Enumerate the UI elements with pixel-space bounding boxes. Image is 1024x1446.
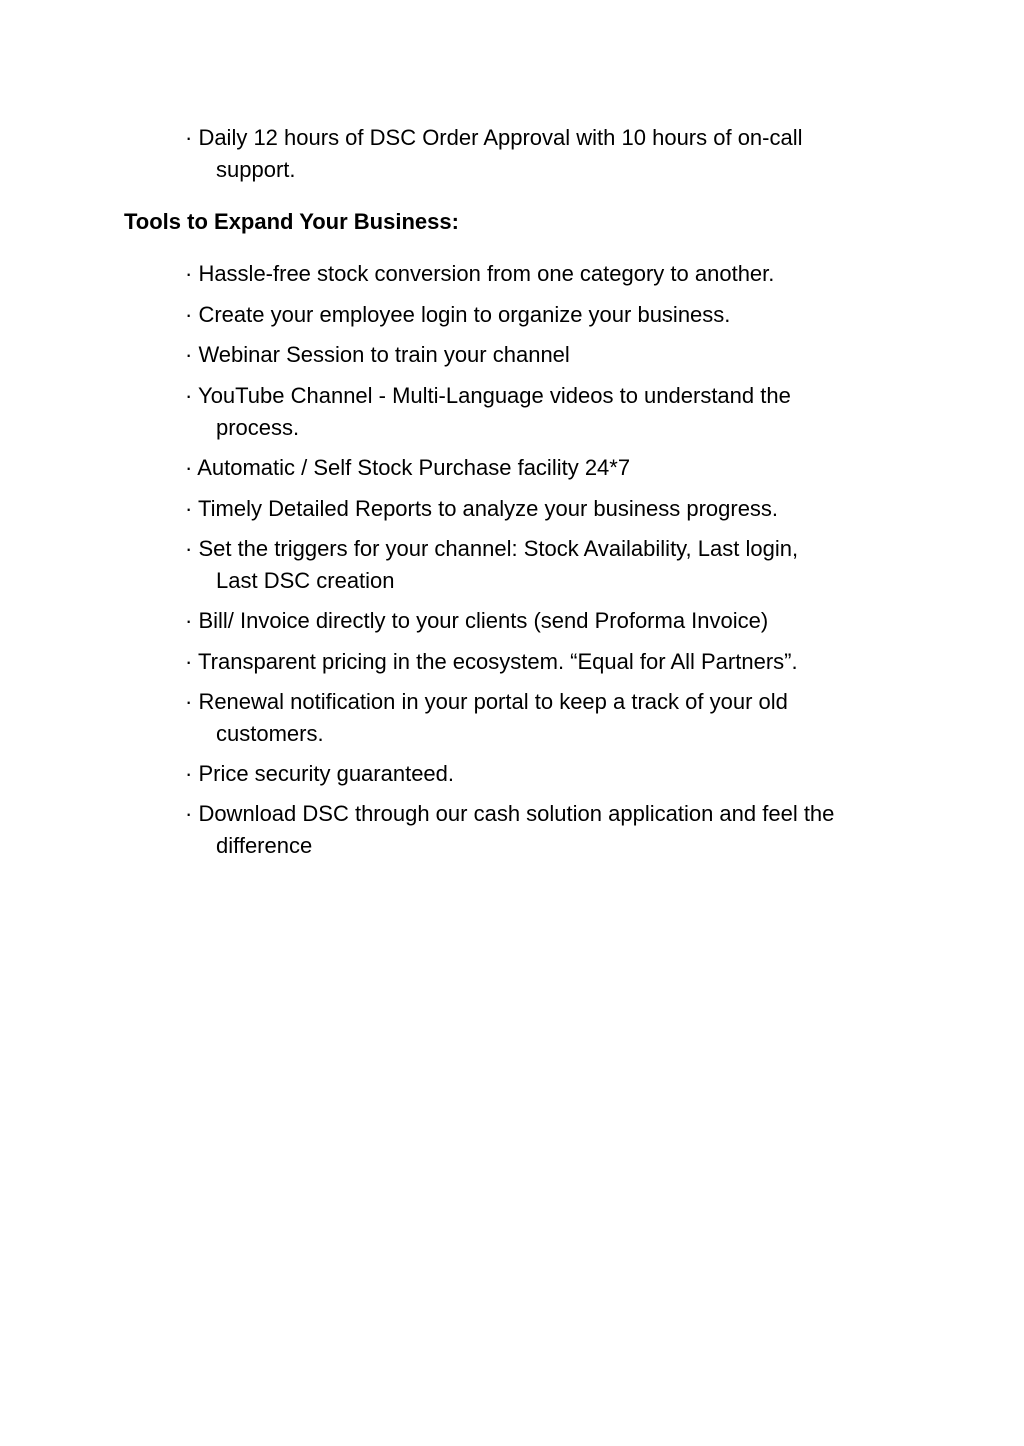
list-item-continuation: difference: [216, 833, 313, 858]
list-item: · Transparent pricing in the ecosystem. “Equal for All Partners”.: [185, 649, 798, 674]
list-item: · Automatic / Self Stock Purchase facility 24*7: [185, 455, 631, 480]
list-item: · Set the triggers for your channel: Stock Availability, Last login,: [185, 536, 799, 561]
section-heading: Tools to Expand Your Business:: [124, 209, 459, 234]
list-item: · Price security guaranteed.: [185, 761, 455, 786]
list-item: · Create your employee login to organize your business.: [185, 302, 731, 327]
list-item: · Timely Detailed Reports to analyze your business progress.: [185, 496, 779, 521]
intro-item-continuation: support.: [216, 157, 296, 182]
list-item: · Hassle-free stock conversion from one category to another.: [185, 261, 775, 286]
list-item: · Webinar Session to train your channel: [185, 342, 570, 367]
list-item: · Bill/ Invoice directly to your clients (send Proforma Invoice): [185, 608, 769, 633]
list-item: · Renewal notification in your portal to keep a track of your old: [185, 689, 788, 714]
intro-item-line: · Daily 12 hours of DSC Order Approval with 10 hours of on-call: [185, 125, 803, 150]
list-item: · Download DSC through our cash solution application and feel the: [185, 801, 835, 826]
list-item-continuation: customers.: [216, 721, 324, 746]
list-item: · YouTube Channel - Multi-Language videos to understand the: [185, 383, 791, 408]
list-item-continuation: Last DSC creation: [216, 568, 395, 593]
list-item-continuation: process.: [216, 415, 300, 440]
